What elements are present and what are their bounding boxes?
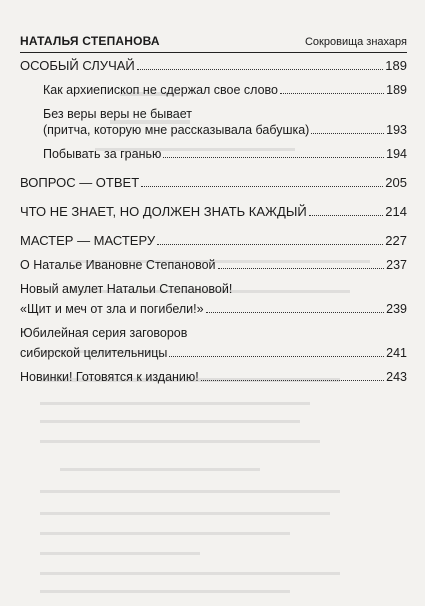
dot-leader <box>169 355 384 357</box>
dot-leader <box>280 92 384 94</box>
table-of-contents <box>20 58 407 385</box>
running-header <box>20 30 407 53</box>
page-number: 239 <box>386 302 407 316</box>
toc-entry-yubileinaya-line1: Юбилейная серия заговоров <box>20 326 188 340</box>
page-number: 194 <box>386 147 407 161</box>
page-number: 193 <box>386 123 407 137</box>
page-number: 205 <box>385 175 407 190</box>
page-number: 241 <box>386 346 407 360</box>
dot-leader <box>218 267 385 269</box>
dot-leader <box>206 311 385 313</box>
page-number: 227 <box>385 233 407 248</box>
toc-entry-vopros-otvet[interactable]: ВОПРОС — ОТВЕТ 205 <box>20 175 407 190</box>
dot-leader <box>163 156 384 158</box>
toc-entry-master-masteru[interactable]: МАСТЕР — МАСТЕРУ 227 <box>20 233 407 248</box>
page-number: 214 <box>385 204 407 219</box>
dot-leader <box>201 379 384 381</box>
toc-entry-osobyi-sluchai[interactable]: ОСОБЫЙ СЛУЧАЙ 189 <box>20 58 407 73</box>
page-number: 189 <box>386 83 407 97</box>
toc-entry-bez-very-line1: Без веры веры не бывает <box>43 107 192 121</box>
page-number: 189 <box>385 58 407 73</box>
toc-entry-arkhiepiskop[interactable]: Как архиепископ не сдержал свое слово 189 <box>43 83 407 97</box>
page-number: 237 <box>386 258 407 272</box>
dot-leader <box>311 132 384 134</box>
toc-entry-chto-ne-znaet[interactable]: ЧТО НЕ ЗНАЕТ, НО ДОЛЖЕН ЗНАТЬ КАЖДЫЙ 214 <box>20 204 407 219</box>
dot-leader <box>141 185 383 187</box>
toc-entry-pobyvat-za-granyu[interactable]: Побывать за гранью 194 <box>43 147 407 161</box>
toc-entry-novinki[interactable]: Новинки! Готовятся к изданию! 243 <box>20 370 407 384</box>
toc-entry-amulet[interactable]: «Щит и меч от зла и погибели!» 239 <box>20 302 407 316</box>
toc-entry-yubileinaya[interactable]: сибирской целительницы 241 <box>20 346 407 360</box>
author-name: НАТАЛЬЯ СТЕПАНОВА <box>20 34 160 48</box>
dot-leader <box>137 68 384 70</box>
series-title: Сокровища знахаря <box>304 36 407 48</box>
page-number: 243 <box>386 370 407 384</box>
dot-leader <box>309 214 384 216</box>
toc-entry-o-natalye[interactable]: О Наталье Ивановне Степановой 237 <box>20 258 407 272</box>
dot-leader <box>157 243 383 245</box>
toc-entry-bez-very[interactable]: (притча, которую мне рассказывала бабушка) 193 <box>43 123 407 137</box>
toc-entry-amulet-line1: Новый амулет Натальи Степановой! <box>20 282 233 296</box>
